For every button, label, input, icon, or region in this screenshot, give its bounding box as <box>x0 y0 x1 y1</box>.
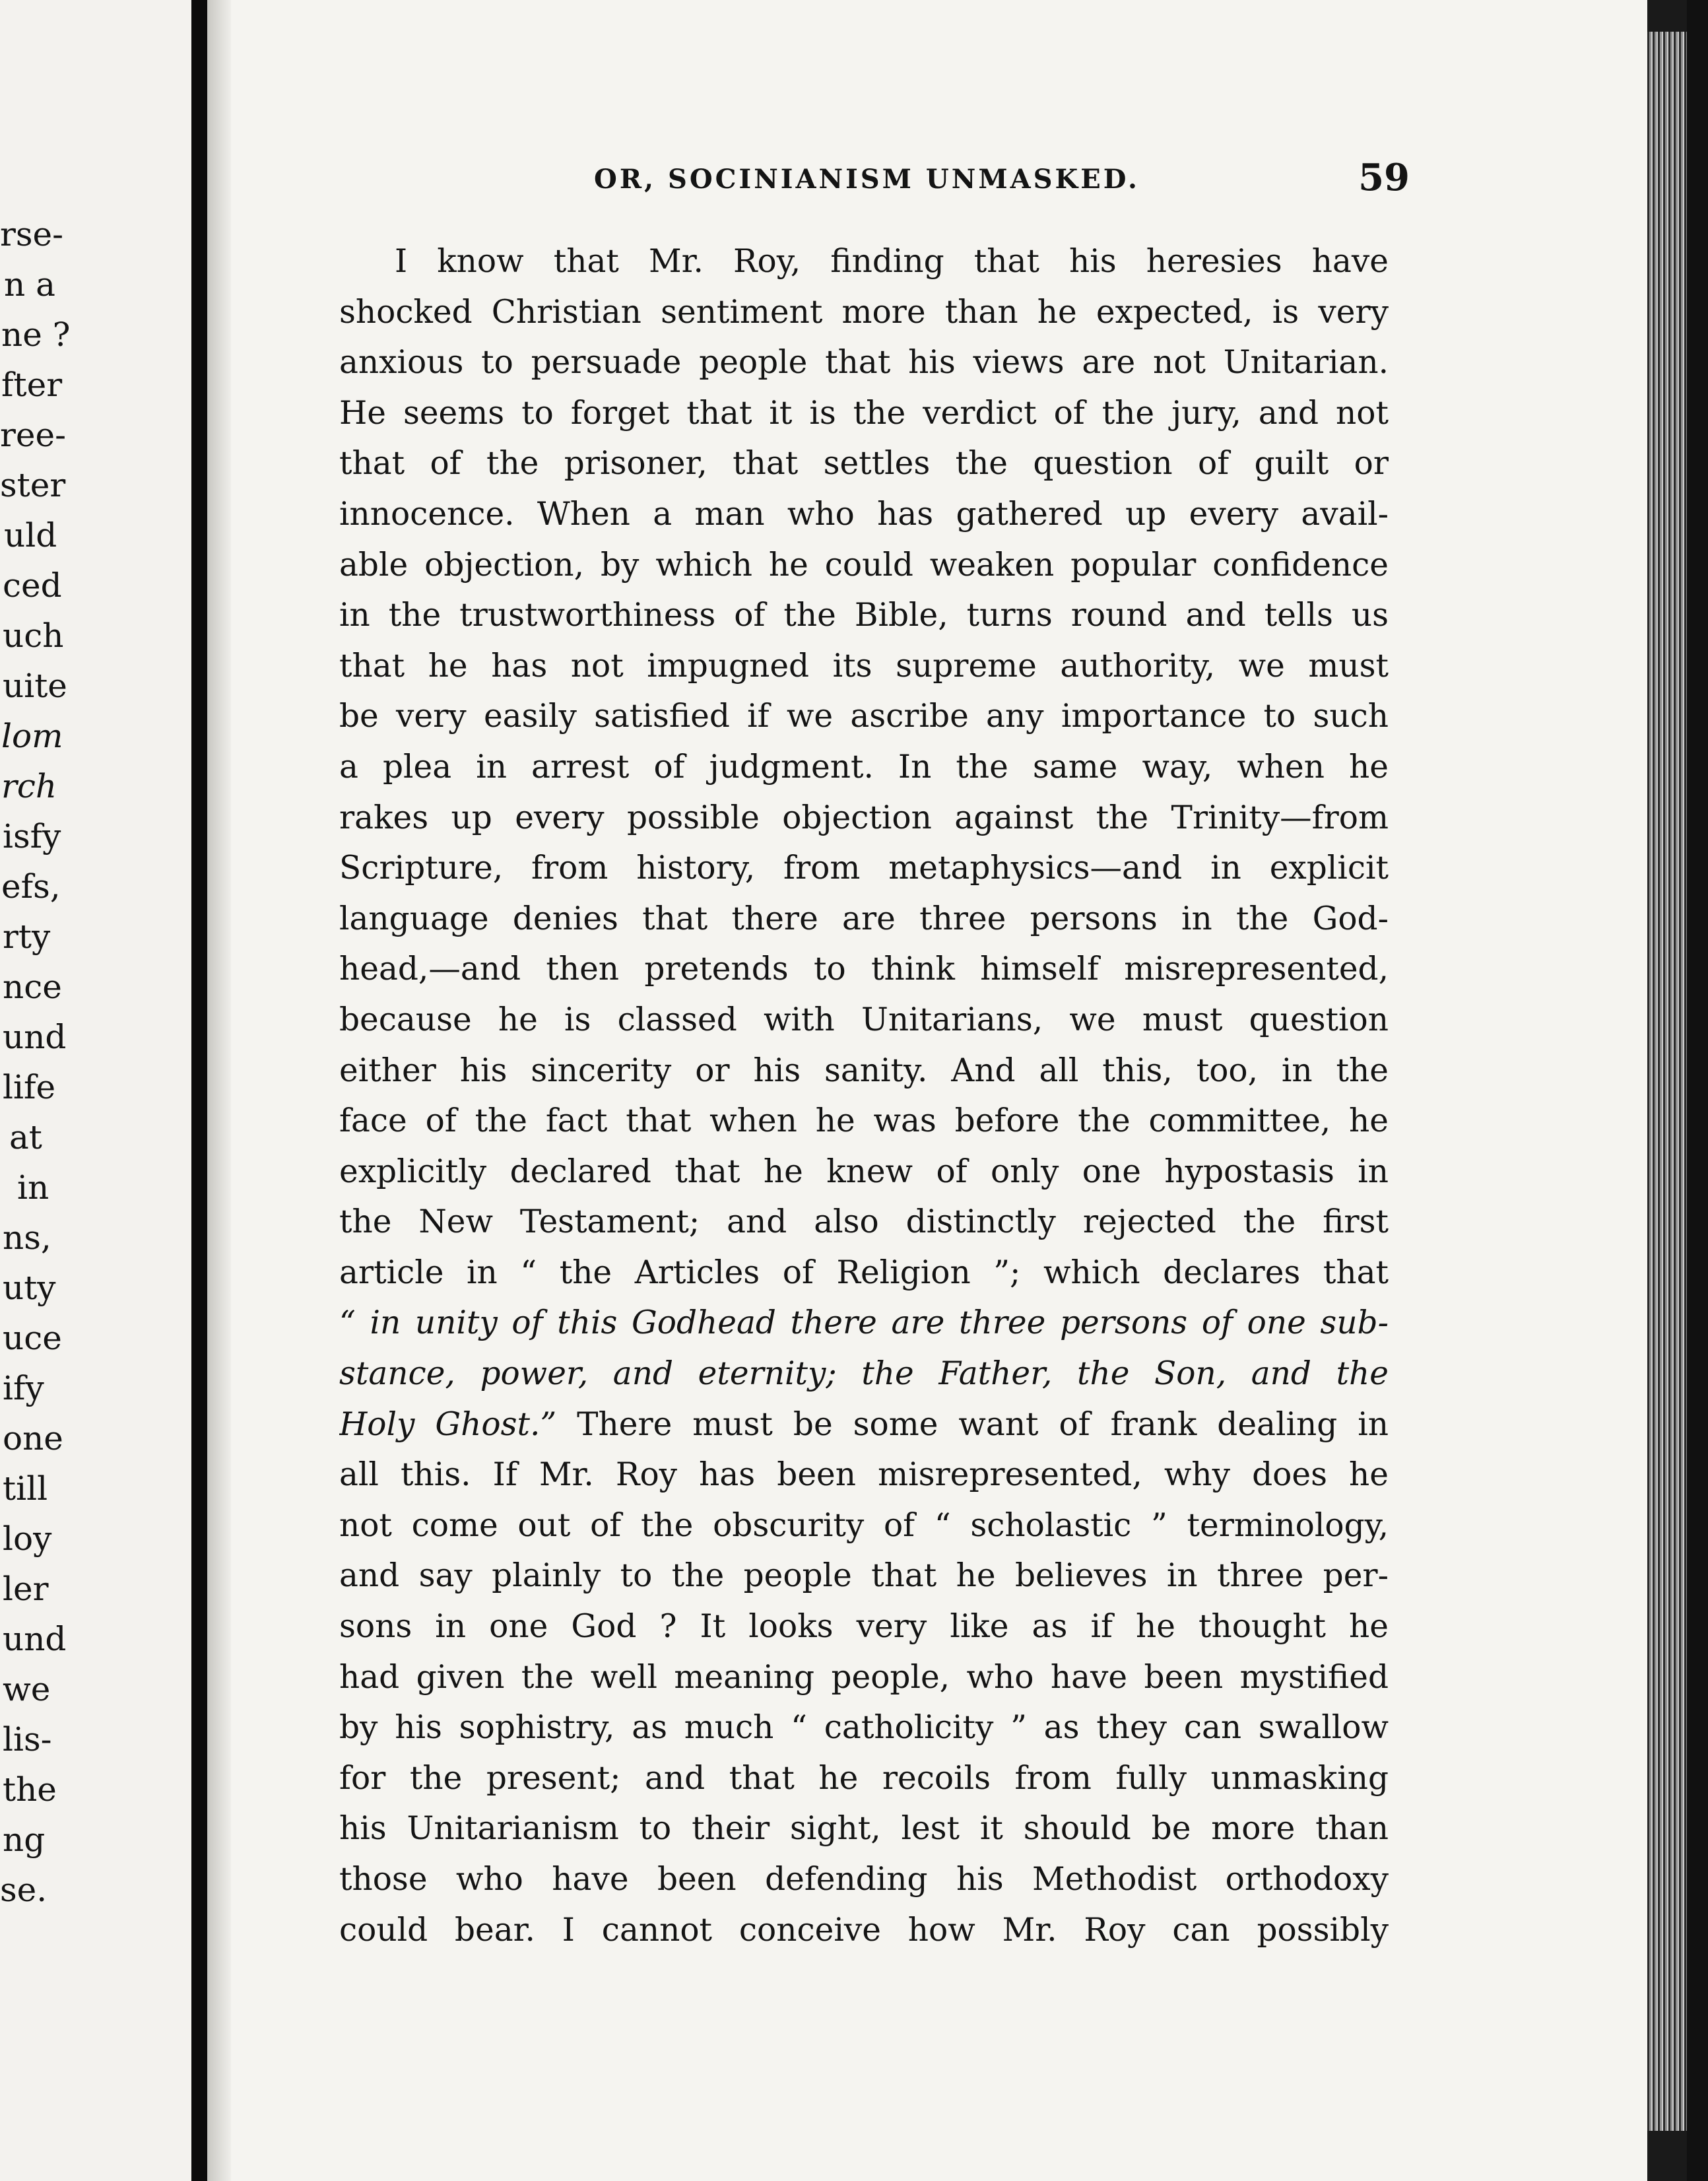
left-page-line: loy <box>3 1520 52 1558</box>
left-page-line: und <box>3 1018 67 1056</box>
left-page-line: uce <box>3 1319 62 1357</box>
left-page-line: ne ? <box>1 316 71 354</box>
left-page-line: we <box>3 1670 51 1708</box>
text-line: could bear. I cannot conceive how Mr. Roy can possibly <box>339 1911 1389 1949</box>
left-page-line: isfy <box>3 817 61 856</box>
page-edge-leaves <box>1647 32 1687 2131</box>
text-line: face of the fact that when he was before the committee, he <box>339 1102 1389 1140</box>
left-page-line: ns, <box>3 1219 51 1257</box>
text-line: anxious to persuade people that his views are not Unitarian. <box>339 344 1389 382</box>
text-line: language denies that there are three persons in the God- <box>339 900 1389 937</box>
text-line: either his sincerity or his sanity. And all this, too, in the <box>339 1052 1389 1089</box>
text-line: be very easily satisfied if we ascribe any importance to such <box>339 698 1389 735</box>
text-line: the New Testament; and also distinctly rejected the first <box>339 1203 1389 1241</box>
text-line: Scripture, from history, from metaphysics—and in explicit <box>339 850 1389 887</box>
left-page-line: und <box>3 1620 67 1658</box>
left-page-line: efs, <box>1 867 61 906</box>
body-text <box>339 236 1389 1955</box>
text-line: had given the well meaning people, who have been mystified <box>339 1658 1389 1696</box>
left-page-line: nce <box>3 968 62 1006</box>
left-page-line: at <box>9 1118 42 1157</box>
left-page-line: life <box>3 1068 56 1106</box>
left-page-line: rty <box>3 918 51 956</box>
left-page-line: uty <box>3 1269 56 1307</box>
text-line: head,—and then pretends to think himself misrepresented, <box>339 951 1389 988</box>
left-page-line: ng <box>3 1821 46 1859</box>
book-gutter <box>191 0 207 2181</box>
left-page-line: se. <box>0 1871 48 1909</box>
left-page-line: lom <box>1 717 63 755</box>
text-line: I know that Mr. Roy, finding that his heresies have <box>395 243 1389 280</box>
page-edge-outer <box>1687 0 1708 2181</box>
text-line: sons in one God ? It looks very like as if he thought he <box>339 1608 1389 1646</box>
left-page-line: in <box>17 1168 49 1207</box>
text-line: because he is classed with Unitarians, we must question <box>339 1001 1389 1038</box>
text-line: a plea in arrest of judgment. In the same way, when he <box>339 748 1389 786</box>
text-line-mixed <box>339 1399 1389 1450</box>
left-page-line: ster <box>0 466 66 504</box>
left-page-line: uld <box>4 516 57 554</box>
text-line: innocence. When a man who has gathered up every avail- <box>339 495 1389 533</box>
text-line: article in “ the Articles of Religion ”; which declares that <box>339 1254 1389 1291</box>
text-line: able objection, by which he could weaken popular confidence <box>339 546 1389 584</box>
left-page-line: ify <box>3 1369 44 1407</box>
left-page-line: till <box>3 1469 48 1508</box>
page-number: 59 <box>1358 156 1410 199</box>
text-line: those who have been defending his Methodist orthodoxy <box>339 1861 1389 1898</box>
text-line: that of the prisoner, that settles the question of guilt or <box>339 445 1389 483</box>
text-line-italic: “ in unity of this Godhead there are three persons of one sub- <box>339 1304 1389 1342</box>
left-page-line: one <box>3 1419 63 1458</box>
text-line: He seems to forget that it is the verdict of the jury, and not <box>339 394 1389 432</box>
text-line-italic: stance, power, and eternity; the Father, the Son, and the <box>339 1355 1389 1393</box>
left-page-line: uite <box>3 667 67 705</box>
italic-quote-end: Holy Ghost.” <box>339 1405 557 1443</box>
text-line: his Unitarianism to their sight, lest it should be more than <box>339 1810 1389 1848</box>
running-head: OR, SOCINIANISM UNMASKED. <box>594 164 1140 195</box>
left-page-line: ree- <box>0 416 66 454</box>
gutter-shadow <box>207 0 231 2181</box>
text-line: that he has not impugned its supreme authority, we must <box>339 647 1389 685</box>
text-line: explicitly declared that he knew of only one hypostasis in <box>339 1153 1389 1190</box>
text-line: shocked Christian sentiment more than he expected, is very <box>339 293 1389 331</box>
left-page-line: fter <box>1 366 63 404</box>
text-line: in the trustworthiness of the Bible, turns round and tells us <box>339 597 1389 634</box>
previous-page-fragment <box>0 0 191 2181</box>
left-page-line: ler <box>3 1570 49 1608</box>
left-page-line: rse- <box>0 215 64 253</box>
text-line: by his sophistry, as much “ catholicity ” as they can swallow <box>339 1709 1389 1747</box>
left-page-line: n a <box>4 265 55 304</box>
text-line-continuation: There must be some want of frank dealing in <box>556 1405 1389 1443</box>
text-line: rakes up every possible objection against the Trinity—from <box>339 799 1389 836</box>
left-page-line: lis- <box>3 1720 52 1759</box>
text-line: not come out of the obscurity of “ scholastic ” terminology, <box>339 1506 1389 1544</box>
left-page-line: ced <box>3 566 62 605</box>
left-page-line: rch <box>1 767 57 805</box>
text-line: for the present; and that he recoils from fully unmasking <box>339 1759 1389 1797</box>
text-line: and say plainly to the people that he believes in three per- <box>339 1557 1389 1595</box>
text-line: all this. If Mr. Roy has been misrepresented, why does he <box>339 1456 1389 1494</box>
left-page-line: uch <box>3 617 64 655</box>
left-page-line: the <box>3 1770 57 1809</box>
